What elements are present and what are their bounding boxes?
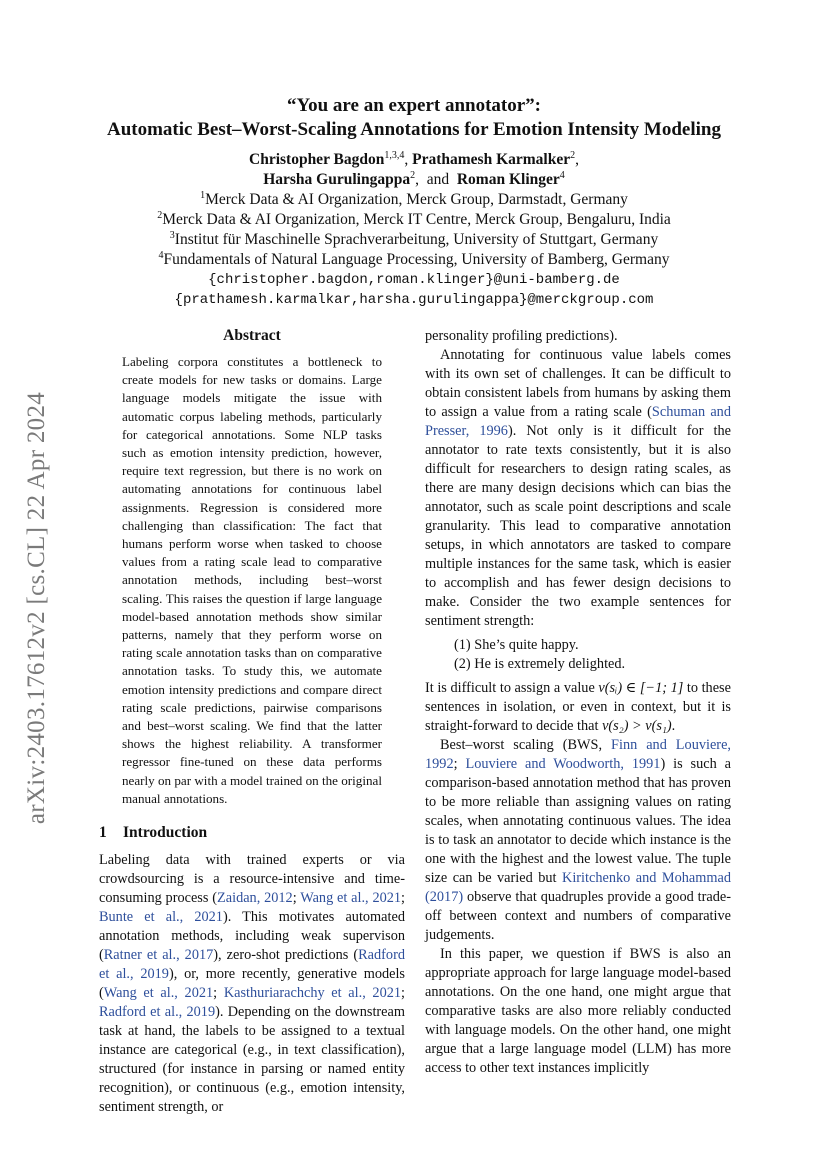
citation-link[interactable]: Bunte et al., 2021 [99,909,223,926]
intro-paragraph-1: Labeling data with trained experts or via crowdsourcing is a resource-intensive and time-consuming process (Zaidan, 2012; Wang et al., 2021; Bunte et al., 2021). This motivates automated annotation methods, including weak supervison (Ratner et al., 2017), zero-shot predictions (Radford et al., 2019), or, more recently, generative models (Wang et al., 2021; Kasthuriarachchy et al., 2021; Radford et al., 2019). Depending on the downstream task at hand, the labels to be assigned to a textual instance are categorical (e.g., in text classification), structured (for instance in parsing or named entity recognition), or continuous (e.g., emotion intensity, sentiment strength, or [99,852,406,1116]
author-name: Roman Klinger [456,171,560,188]
author-name: Christopher Bagdon [249,151,385,168]
citation-link[interactable]: Radford et al., 2019 [99,947,405,983]
email: {christopher.bagdon,roman.klinger}@uni-bamberg.de [208,272,620,288]
example-sentences [454,636,731,674]
author-sup: 2 [570,149,576,161]
abstract-heading: Abstract [223,327,281,344]
citation-link[interactable]: Schuman and Presser, 1996 [425,404,731,439]
author-sup: 4 [559,169,565,181]
affiliation: $^2$Merck Data & AI Organization, Merck IT Centre, Merck Group, Bengaluru, India [157,209,671,228]
email: {prathamesh.karmalkar,harsha.gurulingappa}@merckgroup.com [174,292,654,308]
citation-link[interactable]: Kiritchenko and Mohammad (2017) [425,870,731,905]
example-sentence: (2) He is extremely delighted. [454,656,626,672]
intro-paragraph-4: Best–worst scaling (BWS, Finn and Louviere, 1992; Louviere and Woodworth, 1991) is such a comparison-based annotation method that has proven to be more reliable than assigning values on rating scales, when annotating continuous values. The idea is to task an annotator to decide which instance is the one with the highest and the lowest value. The tuple size can be varied but Kiritchenko and Mohammad (2017) observe that quadruples provide a good trade-off between context and numbers of comparative judgements. [425,737,732,943]
citation-link[interactable]: Louviere and Woodworth, 1991 [465,756,661,772]
right-column [425,327,731,1078]
author-name: Harsha Gurulingappa [263,171,411,188]
citation-link[interactable]: Zaidan, 2012 [217,890,293,907]
author-and: and [426,171,450,188]
affiliation: $^3$Institut für Maschinelle Sprachverarbeitung, University of Stuttgart, Germany [169,229,659,248]
citation-link[interactable]: Wang et al., 2021 [103,985,214,1002]
citation-link[interactable]: Kasthuriarachchy et al., 2021 [223,985,402,1002]
intro-paragraph-1-continued: personality profiling predictions). [425,328,618,344]
title-line-1: “You are an expert annotator”: [286,95,541,116]
affiliation: $^4$Fundamentals of Natural Language Processing, University of Bamberg, Germany [158,249,670,268]
author-sup: 1,3,4 [384,149,405,161]
math-expression: v(s₂) > v(s₁) [602,718,672,734]
intro-paragraph-3: It is difficult to assign a value v(sᵢ) ∈ [−1; 1] to these sentences in isolation, or even in context, but it is straight-forward to decide that v(s₂) > v(s₁). [425,680,731,734]
citation-link[interactable]: Radford et al., 2019 [99,1004,216,1021]
author-line-1: Christopher Bagdon$^{1,3,4}$, Prathamesh Karmalker$^2$, [249,149,579,168]
title-line-2: Automatic Best–Worst-Scaling Annotations for Emotion Intensity Modeling [106,119,721,140]
intro-paragraph-2: Annotating for continuous value labels comes with its own set of challenges. It can be difficult to obtain consistent labels from humans by asking them to assign a value from a rating scale (Schuman and Presser, 1996). Not only is it difficult for the annotator to rate texts consistently, but it is also difficult for researchers to design rating scales, as there are many design decisions which can bias the annotator, such as scale point descriptions and scale granularity. This lead to comparative annotation setups, in which annotators are tasked to compare multiple instances for the same task, which is easier to accomplish and has fewer design decisions to make. Consider the two example sentences for sentiment strength: [425,347,731,629]
intro-paragraph-5: In this paper, we question if BWS is also an appropriate approach for large language model-based annotations. On the one hand, one might argue that comparative tasks are also more reliably conducted with language models. On the other hand, one might argue that a large language model (LLM) has more access to other text instances implicitly [425,946,731,1076]
author-name: Prathamesh Karmalker [412,151,571,168]
paper-title [80,94,748,142]
citation-link[interactable]: Finn and Louviere, 1992 [425,737,731,772]
abstract-text: Labeling corpora constitutes a bottleneck to create models for new tasks or domains. Large language models mitigate the issue with automatic corpus labeling methods, particularly for categorical annotations. Some NLP tasks such as emotion intensity prediction, however, require text regression, but there is no work on automating annotations for continuous label assignments. Regression is considered more challenging than classification: The fact that humans perform worse when tasked to choose values from a rating scale lead to comparative annotation methods, including best–worst scaling. This raises the question if large language model-based annotation methods show similar patterns, namely that they perform worse on rating scale annotation tasks than on comparative annotation tasks. To study this, we automate emotion intensity predictions and compare direct rating scale predictions, pairwise comparisons and best–worst scaling. We find that the latter shows the highest reliability. A transformer regressor fine-tuned on these data performs nearly on par with a model trained on the original manual annotations. [122,354,382,806]
arxiv-stamp [22,366,52,850]
math-expression: v(sᵢ) ∈ [−1; 1] [598,680,684,696]
arxiv-id: arXiv:2403.17612v2 [cs.CL] 22 Apr 2024 [23,391,50,825]
section-heading-introduction [99,824,405,842]
affiliation: $^1$Merck Data & AI Organization, Merck Group, Darmstadt, Germany [200,189,628,208]
example-sentence: (1) She’s quite happy. [454,637,579,653]
section-number: 1 [99,824,107,842]
citation-link[interactable]: Wang et al., 2021 [300,890,402,907]
section-title: Introduction [123,824,208,842]
author-line-2: Harsha Gurulingappa$^2$, and Roman Klinger$^4$ [263,169,565,188]
left-column [99,327,405,1117]
citation-link[interactable]: Ratner et al., 2017 [103,947,214,964]
author-sup: 2 [410,169,416,181]
author-block [80,150,748,310]
